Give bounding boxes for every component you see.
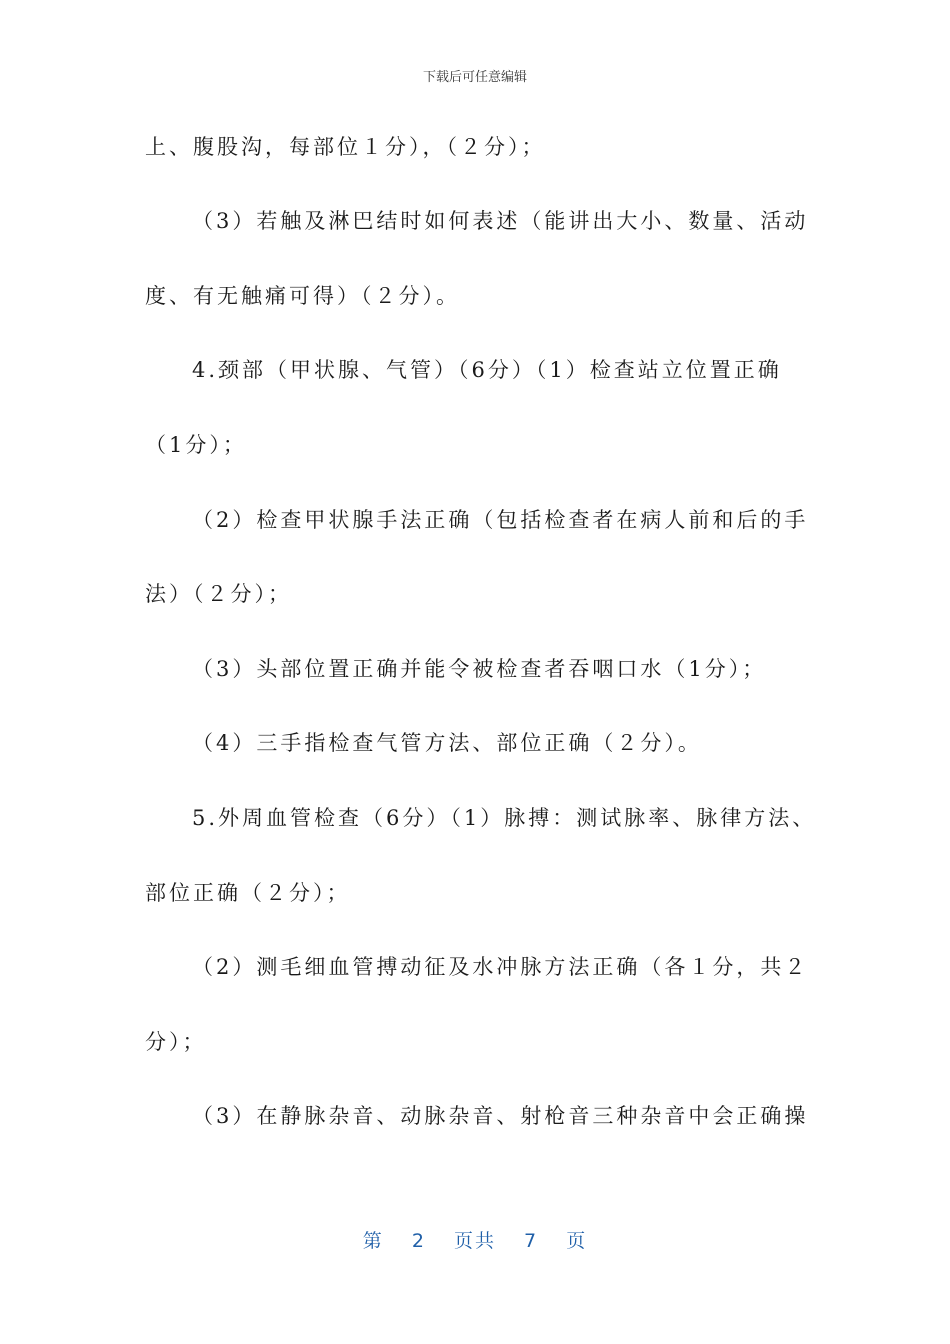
body-line-8: （3）头部位置正确并能令被检查者吞咽口水（1分）； <box>192 657 767 681</box>
body-line-2: （3）若触及淋巴结时如何表述（能讲出大小、数量、活动 <box>192 209 809 233</box>
body-line-3: 度、有无触痛可得）（２分）。 <box>145 284 460 308</box>
body-line-7: 法）（２分）； <box>145 582 292 606</box>
body-line-11: 部位正确（２分）； <box>145 881 351 905</box>
footer-prefix: 第 <box>362 1230 384 1252</box>
body-line-12: （2）测毛细血管搏动征及水冲脉方法正确（各１分，共２ <box>192 955 809 979</box>
body-line-1: 上、腹股沟，每部位１分），（２分）； <box>145 135 546 159</box>
body-line-5: （1分）； <box>145 433 247 457</box>
body-line-9: （4）三手指检查气管方法、部位正确（２分）。 <box>192 731 702 755</box>
page-header-note: 下载后可任意编辑 <box>422 70 527 85</box>
body-line-14: （3）在静脉杂音、动脉杂音、射枪音三种杂音中会正确操 <box>192 1104 809 1128</box>
page-footer <box>0 1226 950 1253</box>
footer-total-pages: 7 <box>524 1230 539 1252</box>
footer-mid: 页共 <box>453 1230 496 1252</box>
body-line-10: 5.外周血管检查（6分）（1）脉搏：测试脉率、脉律方法、 <box>192 806 817 830</box>
footer-page-number: 2 <box>411 1230 426 1252</box>
body-line-6: （2）检查甲状腺手法正确（包括检查者在病人前和后的手 <box>192 508 809 532</box>
body-line-13: 分）； <box>145 1030 207 1054</box>
footer-suffix: 页 <box>566 1230 588 1252</box>
body-line-4: 4.颈部（甲状腺、气管）（6分）（1）检查站立位置正确 <box>192 358 782 382</box>
